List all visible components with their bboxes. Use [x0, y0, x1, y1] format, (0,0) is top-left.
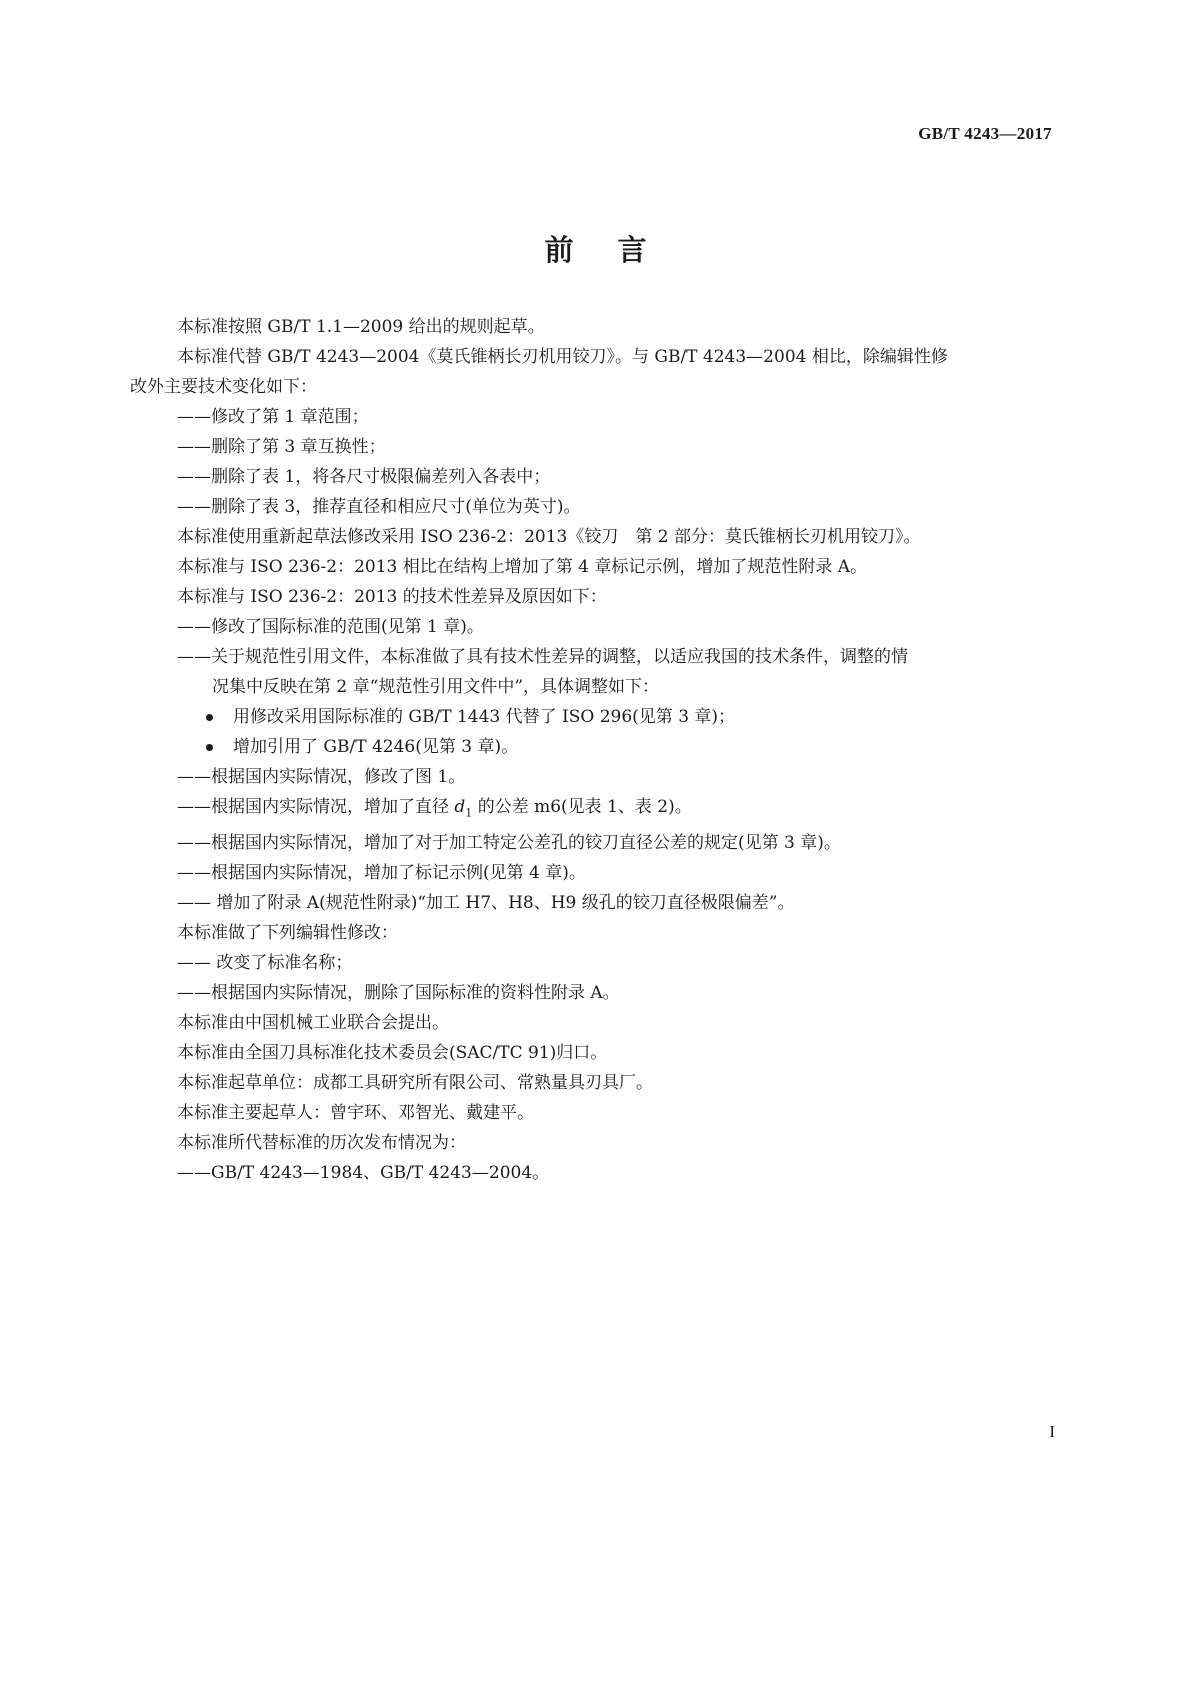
paragraph: 本标准所代替标准的历次发布情况为： — [177, 1133, 466, 1154]
paragraph: 本标准由全国刀具标准化技术委员会(SAC/TC 91)归口。 — [177, 1043, 608, 1064]
list-item: ——删除了表 1，将各尺寸极限偏差列入各表中； — [177, 467, 551, 487]
paragraph-continuation: 改外主要技术变化如下： — [130, 377, 317, 397]
paragraph: 本标准起草单位：成都工具研究所有限公司、常熟量具刃具厂。 — [177, 1073, 653, 1094]
page-title: 前言 — [544, 233, 691, 267]
list-item — [130, 792, 1062, 828]
bullet-item — [130, 732, 1062, 762]
symbol-d: d — [454, 797, 466, 817]
list-item: ——删除了表 3，推荐直径和相应尺寸(单位为英寸)。 — [177, 497, 581, 517]
list-item: —— 改变了标准名称； — [177, 953, 353, 974]
list-item: ——修改了第 1 章范围； — [177, 407, 369, 427]
list-item-continuation: 况集中反映在第 2 章“规范性引用文件中”，具体调整如下： — [212, 677, 660, 697]
paragraph: 本标准做了下列编辑性修改： — [177, 923, 398, 944]
symbol-subscript: 1 — [465, 806, 473, 820]
paragraph: 本标准代替 GB/T 4243—2004《莫氏锥柄长刃机用铰刀》。与 GB/T 4243—2004 相比，除编辑性修 — [177, 347, 948, 367]
list-item: —— 增加了附录 A(规范性附录)“加工 H7、H8、H9 级孔的铰刀直径极限偏差”。 — [177, 893, 795, 914]
list-item: ——根据国内实际情况，删除了国际标准的资料性附录 A。 — [177, 983, 620, 1004]
page-number: I — [1049, 1422, 1055, 1441]
bullet-item — [130, 702, 1062, 732]
paragraph: 本标准与 ISO 236-2：2013 相比在结构上增加了第 4 章标记示例，增加了规范性附录 A。 — [177, 557, 868, 577]
list-item: ——删除了第 3 章互换性； — [177, 437, 386, 457]
list-item: ——根据国内实际情况，增加了对于加工特定公差孔的铰刀直径公差的规定(见第 3 章)。 — [177, 833, 841, 854]
bullet-icon — [206, 714, 213, 721]
bullet-icon — [206, 744, 213, 751]
bullet-text: 增加引用了 GB/T 4246(见第 3 章)。 — [233, 737, 519, 757]
list-item-text: ——根据国内实际情况，增加了直径 — [177, 797, 449, 817]
paragraph: 本标准按照 GB/T 1.1—2009 给出的规则起草。 — [177, 317, 545, 337]
list-item: ——关于规范性引用文件，本标准做了具有技术性差异的调整，以适应我国的技术条件，调整的情 — [177, 647, 908, 667]
list-item: ——根据国内实际情况，修改了图 1。 — [177, 767, 466, 787]
list-item: ——根据国内实际情况，增加了标记示例(见第 4 章)。 — [177, 863, 586, 884]
list-item: ——修改了国际标准的范围(见第 1 章)。 — [177, 617, 484, 637]
bullet-text: 用修改采用国际标准的 GB/T 1443 代替了 ISO 296(见第 3 章)； — [233, 707, 736, 727]
paragraph: 本标准主要起草人：曾宇环、邓智光、戴建平。 — [177, 1103, 534, 1124]
foreword-body — [130, 312, 1062, 1188]
paragraph: 本标准由中国机械工业联合会提出。 — [177, 1013, 449, 1034]
standard-code: GB/T 4243—2017 — [918, 124, 1052, 143]
list-item: ——GB/T 4243—1984、GB/T 4243—2004。 — [177, 1163, 550, 1184]
paragraph: 本标准使用重新起草法修改采用 ISO 236-2：2013《铰刀 第 2 部分：莫氏锥柄长刃机用铰刀》。 — [177, 527, 921, 547]
list-item-text: 的公差 m6(见表 1、表 2)。 — [477, 797, 692, 817]
paragraph: 本标准与 ISO 236-2：2013 的技术性差异及原因如下： — [177, 587, 607, 607]
